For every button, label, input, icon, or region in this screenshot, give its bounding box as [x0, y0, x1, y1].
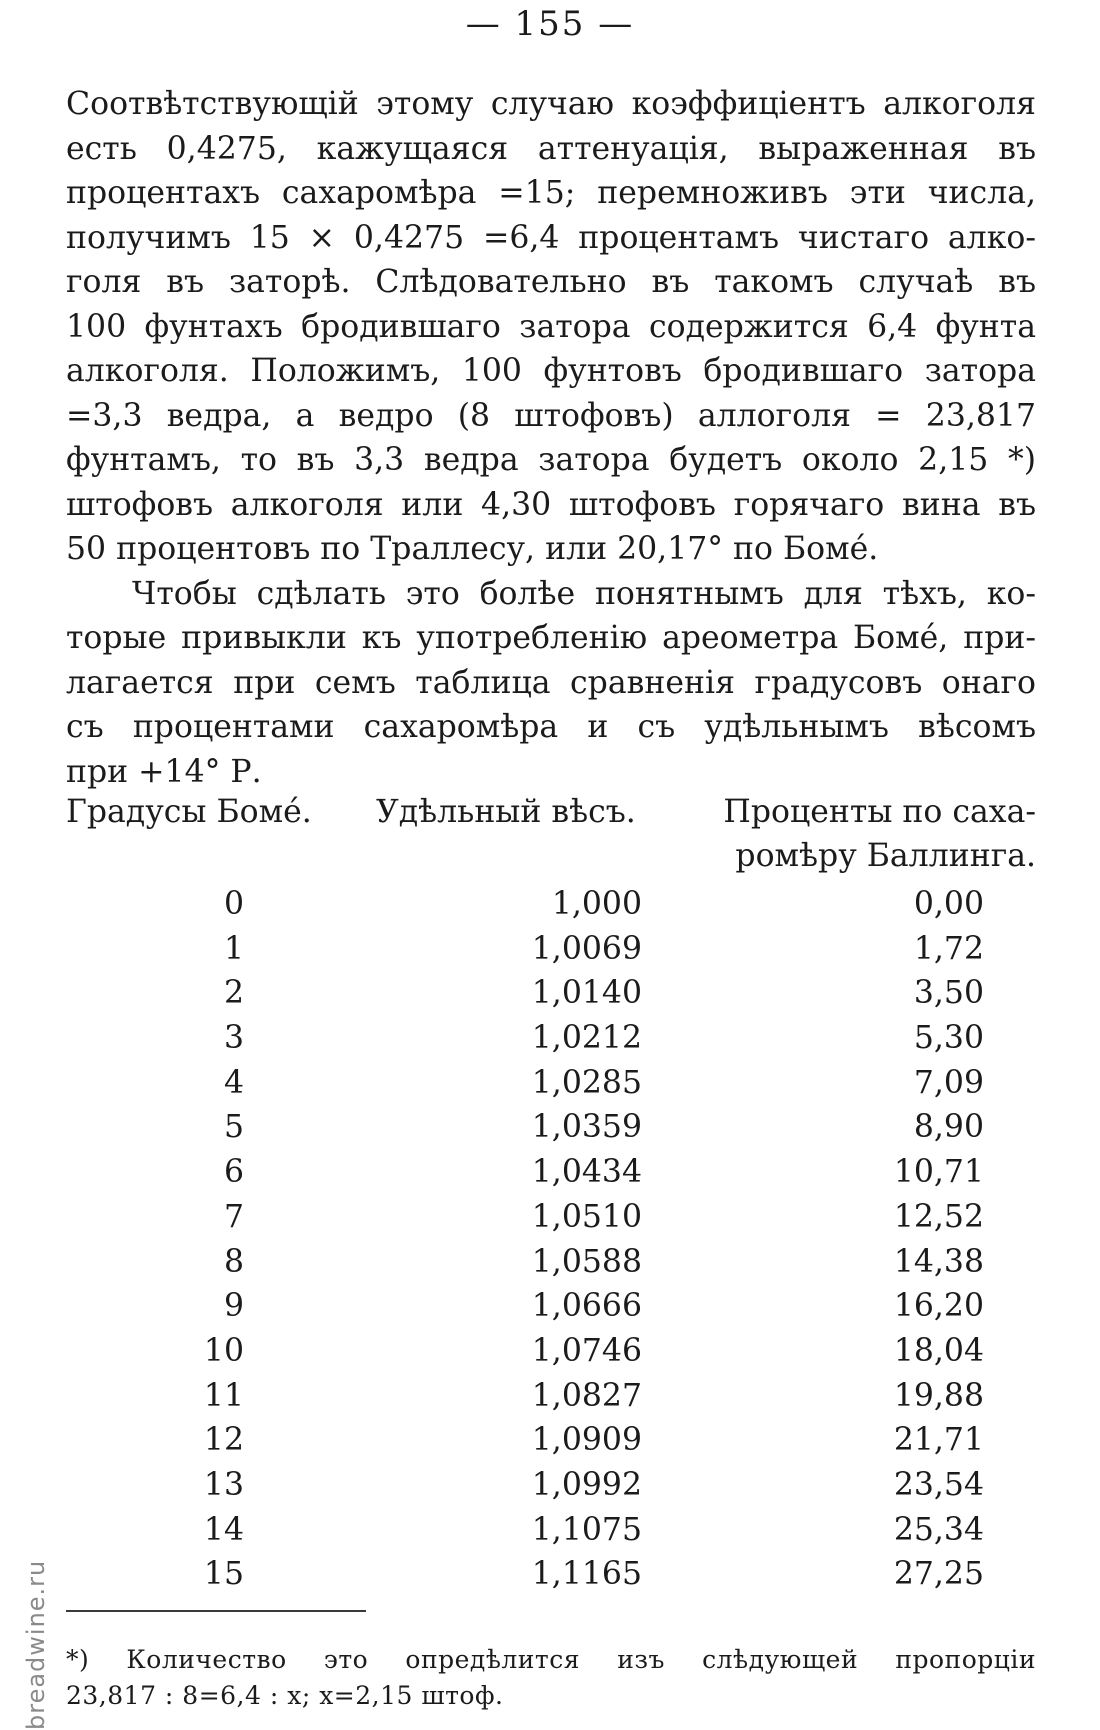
footnote-divider — [66, 1610, 366, 1612]
table-row — [66, 1195, 1036, 1240]
cell-balling: 10,71 — [893, 1154, 984, 1191]
table-row — [66, 971, 1036, 1016]
column-header-balling-percent — [702, 790, 1036, 878]
cell-specific-gravity: 1,0746 — [531, 1332, 642, 1369]
cell-baume: 0 — [223, 886, 244, 922]
cell-balling: 27,25 — [893, 1556, 984, 1593]
cell-balling: 25,34 — [893, 1511, 984, 1548]
table-row — [66, 1240, 1036, 1285]
paragraph-line: голя въ заторѣ. Слѣдовательно въ такомъ случаѣ въ — [66, 264, 1036, 300]
cell-specific-gravity: 1,1165 — [531, 1556, 642, 1593]
cell-baume: 12 — [203, 1422, 244, 1459]
cell-baume: 6 — [223, 1154, 244, 1191]
cell-baume: 1 — [223, 930, 244, 967]
paragraph-line: 100 фунтахъ бродившаго затора содержится 6,4 фунта — [66, 308, 1036, 345]
paragraph-2 — [66, 572, 1036, 795]
table-row — [66, 1061, 1036, 1106]
table-row — [66, 1508, 1036, 1553]
cell-balling: 3,50 — [913, 975, 984, 1012]
footnote-line: *) Количество это опредѣлится изъ слѣдующей пропорціи — [66, 1645, 1036, 1674]
cell-baume: 13 — [203, 1466, 244, 1503]
footnote — [66, 1642, 1036, 1714]
table-row — [66, 1552, 1036, 1597]
table-row — [66, 882, 1036, 927]
cell-baume: 8 — [223, 1243, 244, 1280]
paragraph-line: при +14° Р. — [66, 753, 262, 790]
cell-specific-gravity: 1,0666 — [531, 1288, 642, 1325]
cell-specific-gravity: 1,0069 — [531, 930, 642, 967]
cell-baume: 5 — [223, 1109, 244, 1146]
cell-specific-gravity: 1,0827 — [531, 1377, 642, 1414]
cell-specific-gravity: 1,0212 — [531, 1020, 642, 1057]
paragraph-line: Чтобы сдѣлать это болѣе понятнымъ для тѣхъ, ко- — [132, 575, 1036, 612]
cell-balling: 7,09 — [913, 1064, 984, 1101]
cell-specific-gravity: 1,0909 — [531, 1422, 642, 1459]
cell-specific-gravity: 1,0588 — [531, 1243, 642, 1280]
cell-balling: 1,72 — [913, 930, 984, 967]
cell-baume: 3 — [223, 1020, 244, 1057]
paragraph-line: съ процентами сахаромѣра и съ удѣльнымъ вѣсомъ — [66, 709, 1036, 745]
conversion-table — [66, 790, 1036, 1597]
cell-balling: 21,71 — [893, 1422, 984, 1459]
cell-baume: 15 — [203, 1556, 244, 1593]
paragraph-line: есть 0,4275, кажущаяся аттенуація, выраженная въ — [66, 130, 1036, 167]
table-body — [66, 882, 1036, 1597]
table-row — [66, 1374, 1036, 1419]
cell-baume: 14 — [203, 1511, 244, 1548]
cell-balling: 0,00 — [913, 886, 984, 922]
paragraph-line: 50 процентовъ по Траллесу, или 20,17° по Бомé. — [66, 531, 879, 567]
cell-specific-gravity: 1,1075 — [531, 1511, 642, 1548]
table-row — [66, 1016, 1036, 1061]
paragraph-line: =3,3 ведра, а ведро (8 штофовъ) аллоголя = 23,817 — [66, 397, 1036, 434]
table-row — [66, 1329, 1036, 1374]
column-header-baume: Градусы Бомé. — [66, 794, 312, 830]
page-number: — 155 — — [465, 4, 635, 44]
column-header-line: Проценты по саха- — [723, 794, 1036, 830]
paragraph-line: торые привыкли къ употребленію ареометра Бомé, при- — [66, 620, 1036, 656]
cell-baume: 10 — [203, 1332, 244, 1369]
cell-specific-gravity: 1,0285 — [531, 1064, 642, 1101]
cell-balling: 19,88 — [893, 1377, 984, 1414]
footnote-line: 23,817 : 8=6,4 : x; x=2,15 штоф. — [66, 1681, 504, 1710]
cell-balling: 18,04 — [893, 1332, 984, 1369]
cell-specific-gravity: 1,000 — [551, 886, 642, 922]
table-row — [66, 1463, 1036, 1508]
table-row — [66, 1284, 1036, 1329]
table-row — [66, 927, 1036, 972]
paragraph-line: алкоголя. Положимъ, 100 фунтовъ бродившаго затора — [66, 353, 1036, 389]
cell-specific-gravity: 1,0140 — [531, 975, 642, 1012]
cell-specific-gravity: 1,0510 — [531, 1198, 642, 1235]
cell-balling: 16,20 — [893, 1288, 984, 1325]
cell-balling: 8,90 — [913, 1109, 984, 1146]
cell-baume: 11 — [203, 1377, 244, 1414]
table-row — [66, 1418, 1036, 1463]
cell-specific-gravity: 1,0359 — [531, 1109, 642, 1146]
table-header — [66, 790, 1036, 882]
paragraph-line: процентахъ сахаромѣра =15; перемноживъ эти числа, — [66, 175, 1036, 211]
paragraph-line: получимъ 15 × 0,4275 =6,4 процентамъ чистаго алко- — [66, 219, 1036, 256]
cell-balling: 23,54 — [893, 1466, 984, 1503]
cell-baume: 7 — [223, 1198, 244, 1235]
cell-baume: 9 — [223, 1288, 244, 1325]
cell-baume: 2 — [223, 975, 244, 1012]
paragraph-line: фунтамъ, то въ 3,3 ведра затора будетъ около 2,15 *) — [66, 442, 1036, 478]
paragraph-line: штофовъ алкоголя или 4,30 штофовъ горячаго вина въ — [66, 486, 1036, 523]
table-row — [66, 1150, 1036, 1195]
watermark: breadwine.ru — [22, 1559, 50, 1730]
cell-specific-gravity: 1,0434 — [531, 1154, 642, 1191]
cell-balling: 12,52 — [893, 1198, 984, 1235]
cell-baume: 4 — [223, 1064, 244, 1101]
body-text — [66, 82, 1036, 794]
cell-balling: 14,38 — [893, 1243, 984, 1280]
paragraph-1 — [66, 82, 1036, 572]
column-header-line: ромѣру Баллинга. — [735, 838, 1036, 874]
table-row — [66, 1105, 1036, 1150]
cell-specific-gravity: 1,0992 — [531, 1466, 642, 1503]
paragraph-line: лагается при семъ таблица сравненія градусовъ онаго — [66, 664, 1036, 701]
cell-balling: 5,30 — [913, 1020, 984, 1057]
paragraph-line: Соотвѣтствующій этому случаю коэффиціентъ алкоголя — [66, 86, 1036, 122]
column-header-specific-gravity: Удѣльный вѣсъ. — [376, 794, 636, 830]
